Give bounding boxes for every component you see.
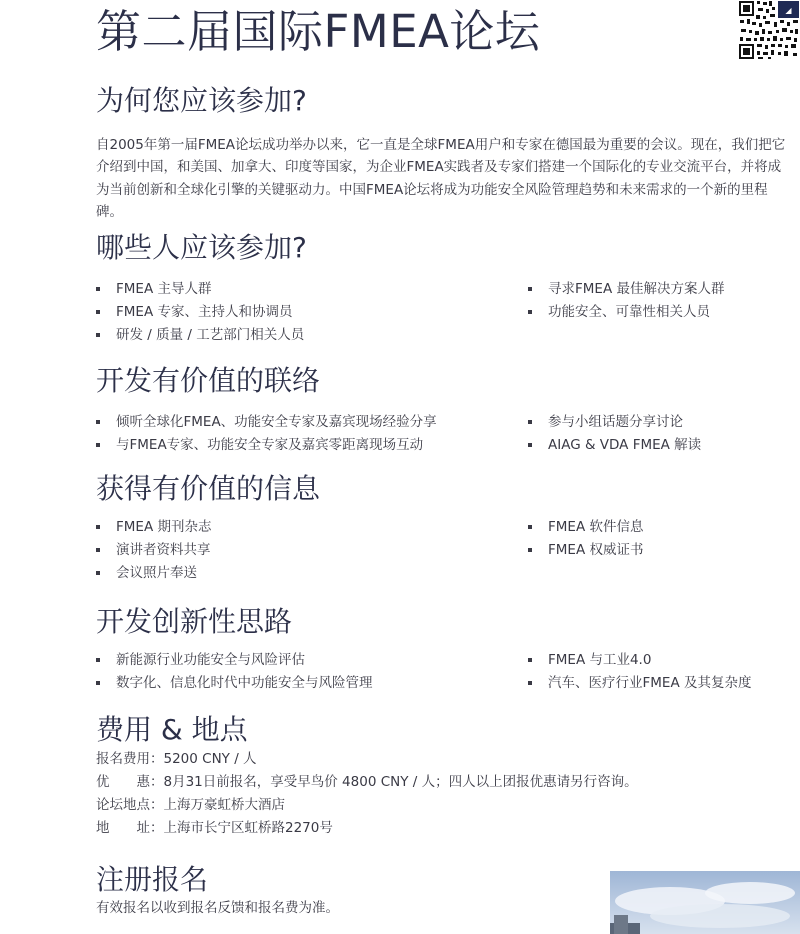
bullet-icon [528, 420, 532, 424]
page-title: 第二届国际FMEA论坛 [96, 5, 541, 58]
bullet-icon [528, 658, 532, 662]
bullet-icon [528, 681, 532, 685]
qr-code-icon [738, 0, 800, 60]
bullet-icon [528, 443, 532, 447]
venue-photo [610, 871, 800, 934]
bullet-icon [96, 658, 100, 662]
address-row: 地 址：上海市长宁区虹桥路2270号 [96, 820, 333, 836]
bullet-icon [96, 548, 100, 552]
section-heading-info: 获得有价值的信息 [96, 472, 321, 505]
svg-text:◢: ◢ [785, 6, 792, 15]
bullet-icon [96, 681, 100, 685]
bullet-icon [96, 333, 100, 337]
bullet-icon [96, 525, 100, 529]
section-heading-innovation: 开发创新性思路 [96, 605, 293, 638]
register-note: 有效报名以收到报名反馈和报名费为准。 [96, 900, 339, 916]
bullet-icon [96, 287, 100, 291]
section-heading-network: 开发有价值的联络 [96, 364, 321, 397]
fee-row: 报名费用：5200 CNY / 人 [96, 751, 257, 767]
bullet-icon [96, 420, 100, 424]
section-heading-register: 注册报名 [96, 863, 209, 896]
bullet-icon [528, 310, 532, 314]
bullet-icon [528, 548, 532, 552]
section-heading-who: 哪些人应该参加? [96, 231, 307, 264]
bullet-icon [96, 310, 100, 314]
bullet-icon [528, 525, 532, 529]
bullet-icon [528, 287, 532, 291]
venue-row: 论坛地点：上海万豪虹桥大酒店 [96, 797, 285, 813]
intro-paragraph: 自2005年第一届FMEA论坛成功举办以来，它一直是全球FMEA用户和专家在德国最为重要的会议。现在，我们把它介绍到中国，和美国、加拿大、印度等国家，为企业FMEA实践者及专家们搭建一个国际化的专业交流平台，并将成为当前创新和全球化引擎的关键驱动力。中国FMEA论坛将成为功能安全风险管理趋势和未来需求的一个新的里程碑。 [96, 137, 786, 220]
bullet-icon [96, 571, 100, 575]
section-heading-why: 为何您应该参加? [96, 84, 307, 117]
discount-row: 优 惠：8月31日前报名，享受早鸟价 4800 CNY / 人；四人以上团报优惠请另行咨询。 [96, 774, 638, 790]
section-heading-fees: 费用 & 地点 [96, 713, 248, 746]
bullet-icon [96, 443, 100, 447]
